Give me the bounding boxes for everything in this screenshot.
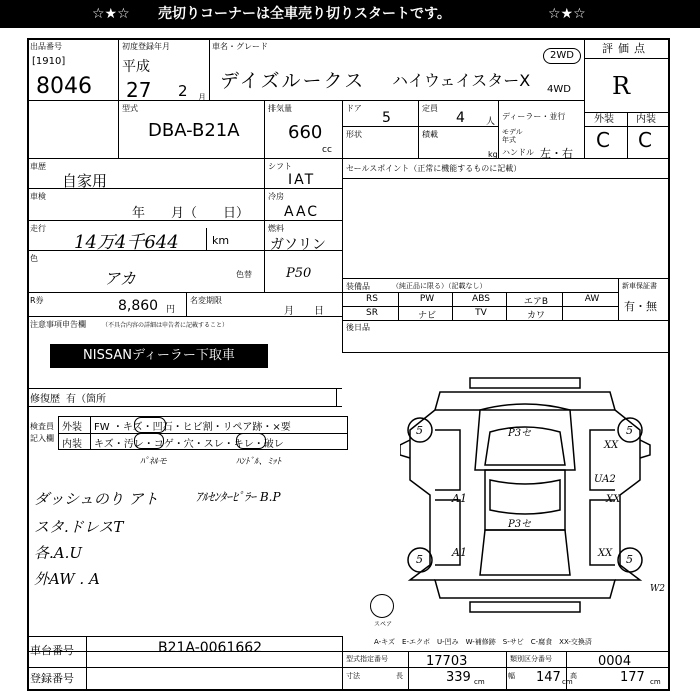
- drive-4wd: 4WD: [547, 84, 571, 95]
- displacement-label: 排気量: [268, 104, 292, 113]
- note-line-3: 各.A.U: [34, 544, 83, 562]
- drive-2wd-circle: 2WD: [543, 48, 581, 64]
- circle-mark-1: [134, 433, 164, 449]
- equipment-item: カワ: [526, 311, 545, 321]
- notes-label: 注意事項申告欄: [30, 320, 86, 329]
- model-year-label: モデル年式: [502, 128, 523, 144]
- displacement-value: 660: [288, 122, 323, 143]
- tire-rr: 5: [626, 553, 633, 566]
- exterior-score: C: [596, 128, 610, 152]
- grade-score-value: R: [612, 72, 631, 100]
- model-label: 型式: [122, 104, 138, 113]
- chassis-value: B21A-0061662: [158, 640, 263, 656]
- car-damage-diagram: [400, 370, 670, 620]
- first-reg-month: 2: [178, 82, 188, 100]
- fuel-label: 燃料: [268, 224, 284, 233]
- handle-label: ハンドル: [502, 148, 534, 157]
- fuel-value: ガソリン: [270, 237, 326, 253]
- equipment-item: TV: [475, 308, 487, 318]
- interior-score: C: [638, 128, 652, 152]
- tire-rl: 5: [416, 553, 423, 566]
- shift-value: IAT: [288, 172, 316, 188]
- capacity-label: 定員: [422, 104, 438, 113]
- annotation-1: ﾊﾟﾈﾙモ: [140, 457, 168, 467]
- handle-value: 左・右: [540, 147, 573, 160]
- ac-value: AAC: [284, 204, 320, 220]
- equipment-label: 装備品: [346, 282, 370, 291]
- doors-label: ドア: [346, 104, 362, 113]
- color-label: 色: [30, 254, 38, 263]
- mileage-unit: km: [212, 234, 230, 247]
- type-approval-value: 17703: [426, 654, 468, 669]
- inspector-label-2: 記入欄: [30, 434, 54, 443]
- equipment-item: PW: [419, 294, 435, 304]
- equipment-item: AW: [584, 294, 600, 304]
- color-code: P50: [286, 266, 312, 281]
- warranty-label: 新車保証書: [622, 282, 657, 290]
- rear-items-label: 後日品: [346, 323, 370, 332]
- lot-label: 出品番号: [30, 42, 62, 51]
- type-approval-label: 型式指定番号: [346, 655, 388, 663]
- banner-text: 売切りコーナーは全車売り切りスタートです。: [158, 6, 451, 22]
- first-reg-year: 27: [126, 78, 152, 102]
- xx-mid-mark: XX: [606, 494, 621, 505]
- displacement-unit: cc: [322, 145, 332, 155]
- equipment-item: ABS: [472, 294, 490, 304]
- load-label: 積載: [422, 130, 438, 139]
- a1-rear-mark: A1: [452, 546, 467, 559]
- xx-top-mark: XX: [604, 440, 619, 451]
- tire-fr: 5: [626, 424, 633, 437]
- note-line-5: ｱﾙｾﾝﾀｰﾋﾟﾗｰ B.P: [196, 490, 281, 504]
- inspector-ext-label: 外装: [62, 422, 82, 433]
- notes-sub: （不具合内容の詳細は申告者に記載すること）: [102, 322, 229, 329]
- shift-label: シフト: [268, 162, 292, 171]
- w2-mark: W2: [650, 584, 665, 594]
- note-line-4: 外AW . A: [34, 570, 100, 588]
- annotation-2: ﾊﾝﾄﾞﾙ、ﾐｯﾄ: [236, 457, 282, 467]
- lot-number: 8046: [36, 74, 92, 99]
- dealer-trade-in-badge: NISSANディーラー下取車: [50, 344, 268, 368]
- top-banner: [0, 0, 700, 28]
- mileage-label: 走行: [30, 224, 46, 233]
- inspector-label-1: 検査員: [30, 422, 54, 431]
- doors-value: 5: [382, 110, 391, 126]
- dims-h-label: 高: [570, 672, 577, 680]
- dealer-label: ディーラー・並行: [502, 112, 566, 121]
- equipment-item: ナビ: [417, 311, 436, 321]
- category-label: 類別区分番号: [510, 655, 552, 663]
- equipment-note: （純正品に限る）（記載なし）: [392, 282, 487, 290]
- first-reg-month-unit: 月: [198, 93, 206, 102]
- chassis-label: 車台番号: [30, 644, 74, 657]
- repair-label: 修復歴: [30, 394, 60, 405]
- car-grade: ハイウェイスターX: [392, 71, 531, 90]
- capacity-unit: 人: [486, 117, 496, 127]
- inspection-value: 年 月（ 日）: [132, 206, 250, 221]
- dims-unit-1: cm: [474, 678, 485, 686]
- equipment-item: RS: [366, 294, 378, 304]
- color-change-label: 色替: [236, 270, 252, 279]
- recycle-unit: 円: [166, 305, 176, 315]
- dims-l: 339: [446, 670, 471, 685]
- category-value: 0004: [598, 654, 632, 669]
- shape-label: 形状: [346, 130, 362, 139]
- color-value: アカ: [104, 269, 136, 288]
- dims-l-label: 長: [396, 672, 403, 680]
- grade-score-label: 評価点: [602, 42, 650, 55]
- lot-sub: [1910]: [32, 56, 66, 67]
- inspector-int-items: キズ・汚レ・コゲ・穴・スレ・キレ・破レ: [94, 439, 284, 450]
- name-grade-label: 車名・グレード: [212, 42, 268, 51]
- a1-front-mark: A1: [452, 492, 467, 505]
- dims-unit-2: cm: [562, 678, 573, 686]
- model-value: DBA-B21A: [148, 120, 240, 141]
- xx-bot-mark: XX: [598, 548, 613, 559]
- dims-label: 寸法: [346, 672, 360, 680]
- circle-mark-2: [236, 433, 266, 449]
- ua2-mark: UA2: [594, 474, 616, 485]
- first-reg-label: 初度登録年月: [122, 42, 170, 51]
- capacity-value: 4: [456, 110, 465, 126]
- equipment-item: エアB: [523, 297, 549, 307]
- inspector-int-label: 内装: [62, 439, 82, 450]
- banner-stars-left: ☆★☆: [92, 6, 130, 22]
- interior-label: 内装: [636, 114, 656, 125]
- circle-mark-3: [134, 417, 166, 433]
- tire-fl: 5: [416, 424, 423, 437]
- warranty-value: 有・無: [624, 300, 657, 313]
- sales-point-label: セールスポイント（正常に機能するものに記載）: [346, 164, 522, 173]
- reg-no-label: 登録番号: [30, 672, 74, 685]
- load-unit: kg: [488, 150, 498, 159]
- dims-w-label: 幅: [508, 672, 515, 680]
- recycle-label: R券: [30, 296, 44, 305]
- hood-mark: P3セ: [508, 428, 532, 439]
- dims-h: 177: [620, 670, 645, 685]
- note-line-2: スタ.ドレスT: [34, 518, 124, 536]
- repair-value: 有（箇所: [66, 394, 106, 405]
- damage-legend: A-キズ E-エクボ U-凹み W-補修跡 S-サビ C-腐食 XX-交換済: [374, 638, 592, 646]
- usage-label: 車歴: [30, 162, 46, 171]
- name-change-label: 名変期限: [190, 296, 222, 305]
- roof-mark: P3セ: [508, 519, 532, 530]
- ac-label: 冷房: [268, 192, 284, 201]
- inspection-label: 車検: [30, 192, 46, 201]
- mileage-value: 14万4千644: [74, 232, 179, 253]
- car-name: デイズルークス: [220, 70, 366, 92]
- banner-stars-right: ☆★☆: [548, 6, 586, 22]
- dims-unit-3: cm: [650, 678, 661, 686]
- recycle-value: 8,860: [118, 298, 159, 314]
- dims-w: 147: [536, 670, 561, 685]
- note-line-1: ダッシュのり アト: [34, 490, 159, 508]
- equipment-item: SR: [366, 308, 378, 318]
- inspector-ext-items: FW ・キズ・凹石・ヒビ割・リペア跡・×要: [94, 422, 291, 433]
- spare-tire-icon: [370, 594, 394, 618]
- first-reg-era: 平成: [122, 59, 150, 75]
- exterior-label: 外装: [594, 114, 614, 125]
- name-change-value: 月 日: [284, 306, 324, 317]
- spare-label: スペア: [374, 621, 393, 628]
- usage-value: 自家用: [62, 172, 108, 190]
